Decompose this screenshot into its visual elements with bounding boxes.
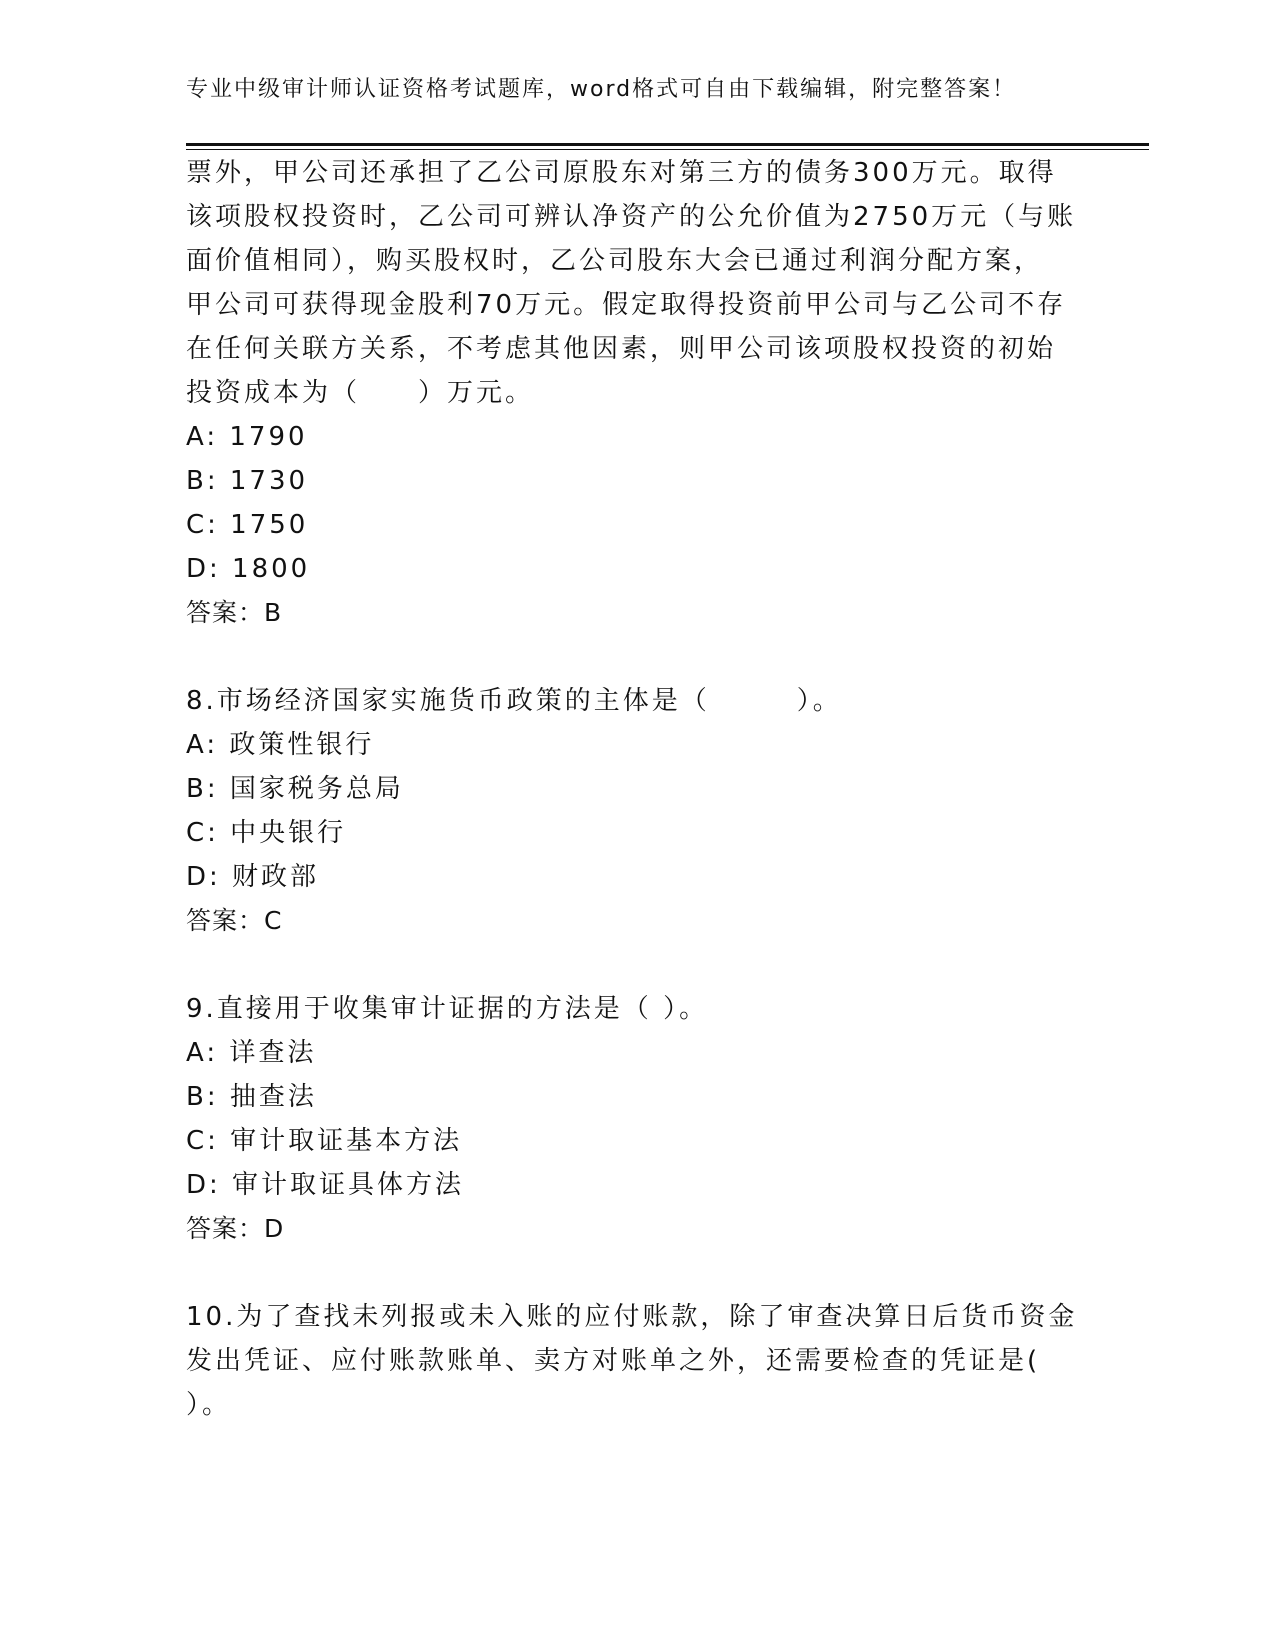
question-text-line: 投资成本为（ ）万元。: [186, 378, 535, 408]
header-rule-thin: [186, 149, 1149, 150]
header-rule-thick: [186, 143, 1149, 146]
page-header: 专业中级审计师认证资格考试题库，word格式可自由下载编辑，附完整答案！: [186, 77, 1017, 102]
question-text-line: 面价值相同），购买股权时，乙公司股东大会已通过利润分配方案，: [186, 246, 1044, 276]
option-b: B: 抽查法: [186, 1082, 317, 1112]
option-a: A: 1790: [186, 422, 308, 452]
option-d: D: 财政部: [186, 862, 320, 892]
question-text-line: 该项股权投资时，乙公司可辨认净资产的公允价值为2750万元（与账: [186, 202, 1077, 232]
option-b: B: 国家税务总局: [186, 774, 404, 804]
question-text-line: 8.市场经济国家实施货币政策的主体是（ ）。: [186, 686, 842, 716]
option-c: C: 1750: [186, 510, 309, 540]
option-d: D: 1800: [186, 554, 311, 584]
question-text-line: 在任何关联方关系，不考虑其他因素，则甲公司该项股权投资的初始: [186, 334, 1057, 364]
answer: 答案：D: [186, 1214, 285, 1243]
option-c: C: 审计取证基本方法: [186, 1126, 463, 1156]
question-text-line: 甲公司可获得现金股利70万元。假定取得投资前甲公司与乙公司不存: [186, 290, 1067, 320]
question-text-line: 10.为了查找未列报或未入账的应付账款，除了审查决算日后货币资金: [186, 1302, 1078, 1332]
question-text-line: 9.直接用于收集审计证据的方法是（ ）。: [186, 994, 709, 1024]
option-b: B: 1730: [186, 466, 309, 496]
question-text-line: 发出凭证、应付账款账单、卖方对账单之外，还需要检查的凭证是(: [186, 1346, 1041, 1376]
option-a: A: 详查法: [186, 1038, 317, 1068]
option-d: D: 审计取证具体方法: [186, 1170, 465, 1200]
option-a: A: 政策性银行: [186, 730, 375, 760]
option-c: C: 中央银行: [186, 818, 347, 848]
question-text-line: ）。: [186, 1390, 232, 1420]
answer: 答案：C: [186, 906, 283, 935]
answer: 答案：B: [186, 598, 283, 627]
question-text-line: 票外，甲公司还承担了乙公司原股东对第三方的债务300万元。取得: [186, 158, 1057, 188]
